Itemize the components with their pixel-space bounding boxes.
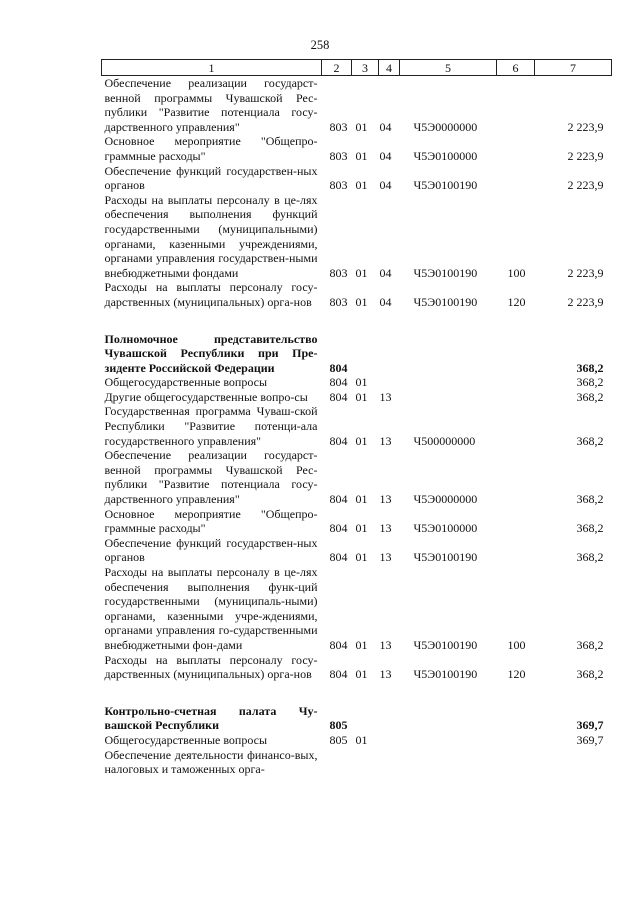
header-col-1: 1 — [102, 60, 322, 76]
row-ved-code: 804 — [329, 492, 348, 507]
row-name: Обеспечение функций государствен-ных органов — [104, 535, 318, 565]
header-col-3: 3 — [352, 60, 379, 76]
row-expense-type — [497, 733, 535, 748]
row-name: Основное мероприятие "Общепро-граммные расходы" — [104, 506, 318, 536]
row-subsection-code — [379, 733, 400, 748]
table-row — [102, 653, 612, 682]
row-section-code: 01 — [355, 294, 368, 309]
row-expense-type — [497, 536, 535, 565]
row-section-code: 01 — [355, 637, 368, 652]
row-target-code: Ч5Э0100190 — [413, 178, 478, 193]
row-name: Обеспечение реализации государст-венной программы Чувашской Рес-публики "Развитие потенциала госу-дарственного управления" — [104, 76, 318, 134]
budget-table — [101, 59, 612, 777]
row-section-code: 01 — [355, 492, 368, 507]
header-col-2: 2 — [322, 60, 352, 76]
row-subsection-code: 04 — [379, 119, 392, 134]
row-name: Расходы на выплаты персоналу госу-дарственных (муниципальных) орга-нов — [104, 652, 318, 682]
table-row — [102, 375, 612, 390]
row-ved-code: 804 — [329, 375, 348, 390]
table-row — [102, 134, 612, 163]
row-subsection-code: 04 — [379, 265, 392, 280]
row-expense-type — [497, 332, 535, 376]
row-section-code: 01 — [355, 667, 368, 682]
row-target-code: Ч5Э0100190 — [413, 667, 478, 682]
row-amount — [535, 748, 612, 777]
row-target-code: Ч500000000 — [413, 433, 476, 448]
table-row — [102, 536, 612, 565]
row-expense-type — [497, 507, 535, 536]
row-target-code — [400, 390, 497, 405]
row-name: Расходы на выплаты персоналу в це-лях обеспечения выполнения функций государственными (муниципальными) органами, казенными учреждениями, органами управления государствен-ными внебюджетными фондами — [104, 192, 318, 280]
row-ved-code: 804 — [329, 389, 348, 404]
row-target-code: Ч5Э0000000 — [413, 119, 478, 134]
row-expense-type — [497, 164, 535, 193]
row-target-code — [400, 332, 497, 376]
row-target-code: Ч5Э0100000 — [413, 521, 478, 536]
row-section-code: 01 — [355, 521, 368, 536]
row-section-code: 01 — [355, 433, 368, 448]
header-col-6: 6 — [497, 60, 535, 76]
row-section-code: 01 — [355, 265, 368, 280]
row-target-code: Ч5Э0000000 — [413, 492, 478, 507]
row-ved-code: 803 — [329, 119, 348, 134]
page-number: 258 — [310, 38, 330, 52]
row-subsection-code: 04 — [379, 148, 392, 163]
row-subsection-code: 13 — [379, 389, 392, 404]
row-amount: 368,2 — [576, 360, 604, 375]
row-amount: 368,2 — [576, 389, 604, 404]
table-header — [102, 60, 612, 76]
row-subsection-code: 04 — [379, 178, 392, 193]
row-section-code — [352, 704, 379, 733]
row-target-code: Ч5Э0100190 — [413, 265, 478, 280]
row-subsection-code — [379, 332, 400, 376]
row-expense-type: 120 — [507, 294, 526, 309]
row-expense-type: 120 — [507, 667, 526, 682]
header-col-5: 5 — [400, 60, 497, 76]
row-name: Основное мероприятие "Общепро-граммные расходы" — [104, 134, 318, 163]
row-target-code: Ч5Э0100190 — [413, 637, 478, 652]
row-expense-type — [497, 404, 535, 448]
table-row — [102, 448, 612, 506]
row-section-code: 01 — [355, 148, 368, 163]
row-amount: 2 223,9 — [567, 148, 604, 163]
row-name: Другие общегосударственные вопро-сы — [104, 389, 308, 404]
row-subsection-code — [379, 748, 400, 777]
row-target-code — [400, 748, 497, 777]
row-amount: 2 223,9 — [567, 178, 604, 193]
row-section-code: 01 — [355, 119, 368, 134]
row-ved-code: 803 — [329, 294, 348, 309]
row-target-code — [400, 375, 497, 390]
row-section-code — [352, 332, 379, 376]
row-name: Обеспечение деятельности финансо-вых, налоговых и таможенных орга- — [104, 747, 318, 777]
row-ved-code: 804 — [329, 521, 348, 536]
row-ved-code: 804 — [329, 550, 348, 565]
table-row — [102, 280, 612, 309]
table-row — [102, 390, 612, 405]
row-amount: 368,2 — [576, 521, 604, 536]
row-subsection-code: 13 — [379, 521, 392, 536]
table-row — [102, 404, 612, 448]
row-amount: 2 223,9 — [567, 119, 604, 134]
row-name: Государственная программа Чуваш-ской Республики "Развитие потенци-ала государственного управления" — [104, 404, 318, 448]
spacer-row — [102, 310, 612, 332]
row-ved-code: 804 — [329, 360, 348, 375]
spacer-cell — [102, 682, 612, 704]
row-amount: 368,2 — [576, 637, 604, 652]
row-ved-code: 803 — [329, 148, 348, 163]
row-ved-code: 803 — [329, 265, 348, 280]
row-expense-type: 100 — [507, 637, 526, 652]
row-amount: 368,2 — [576, 433, 604, 448]
row-ved-code — [322, 748, 352, 777]
row-target-code: Ч5Э0100190 — [413, 294, 478, 309]
row-target-code: Ч5Э0100190 — [413, 550, 478, 565]
table-body — [102, 76, 612, 777]
row-ved-code: 804 — [329, 667, 348, 682]
table-row — [102, 164, 612, 193]
row-amount: 368,2 — [576, 550, 604, 565]
table-row — [102, 193, 612, 281]
table-row — [102, 332, 612, 376]
row-subsection-code — [379, 375, 400, 390]
table-row — [102, 748, 612, 777]
row-ved-code: 805 — [329, 718, 348, 733]
row-expense-type — [497, 748, 535, 777]
table-row — [102, 704, 612, 733]
row-amount: 369,7 — [576, 732, 604, 747]
row-ved-code: 803 — [329, 178, 348, 193]
header-col-4: 4 — [379, 60, 400, 76]
spacer-row — [102, 682, 612, 704]
row-target-code: Ч5Э0100000 — [413, 148, 478, 163]
row-subsection-code: 13 — [379, 667, 392, 682]
row-name: Расходы на выплаты персоналу в це-лях обеспечения выполнения функ-ций государственными (муниципаль-ными) органами, казенными учре-ждениями, органами управления го-сударственными внебюджетными фон-дами — [104, 565, 318, 652]
table-row — [102, 507, 612, 536]
row-section-code: 01 — [355, 550, 368, 565]
row-section-code: 01 — [355, 389, 368, 404]
row-name: Общегосударственные вопросы — [104, 732, 268, 747]
row-subsection-code — [379, 704, 400, 733]
table-row — [102, 733, 612, 748]
row-subsection-code: 04 — [379, 294, 392, 309]
row-section-code: 01 — [355, 375, 368, 390]
row-target-code — [400, 704, 497, 733]
row-amount: 368,2 — [576, 492, 604, 507]
row-expense-type — [497, 704, 535, 733]
row-ved-code: 805 — [329, 732, 348, 747]
row-name: Обеспечение функций государствен-ных органов — [104, 163, 318, 193]
row-subsection-code: 13 — [379, 550, 392, 565]
row-expense-type — [497, 390, 535, 405]
row-name: Расходы на выплаты персоналу госу-дарственных (муниципальных) орга-нов — [104, 280, 318, 309]
row-amount: 369,7 — [576, 718, 604, 733]
row-amount: 2 223,9 — [567, 265, 604, 280]
row-name: Контрольно-счетная палата Чу-вашской Республики — [104, 703, 318, 733]
row-section-code: 01 — [355, 178, 368, 193]
spacer-cell — [102, 310, 612, 332]
row-ved-code: 804 — [329, 637, 348, 652]
row-expense-type — [497, 375, 535, 390]
row-expense-type: 100 — [507, 265, 526, 280]
row-amount: 368,2 — [576, 375, 604, 390]
row-subsection-code: 13 — [379, 637, 392, 652]
table-row — [102, 565, 612, 653]
row-name: Полномочное представительство Чувашской Республики при Пре-зиденте Российской Федерации — [104, 331, 318, 375]
row-section-code — [352, 748, 379, 777]
row-name: Общегосударственные вопросы — [104, 375, 268, 390]
row-target-code — [400, 733, 497, 748]
row-ved-code: 804 — [329, 433, 348, 448]
row-amount: 2 223,9 — [567, 294, 604, 309]
row-subsection-code: 13 — [379, 433, 392, 448]
row-section-code: 01 — [355, 732, 368, 747]
row-expense-type — [497, 448, 535, 506]
row-name: Обеспечение реализации государст-венной программы Чувашской Рес-публики "Развитие потенциала госу-дарственного управления" — [104, 448, 318, 507]
table-row — [102, 76, 612, 135]
row-subsection-code: 13 — [379, 492, 392, 507]
row-expense-type — [497, 134, 535, 163]
row-amount: 368,2 — [576, 667, 604, 682]
row-expense-type — [497, 76, 535, 135]
header-col-7: 7 — [535, 60, 612, 76]
